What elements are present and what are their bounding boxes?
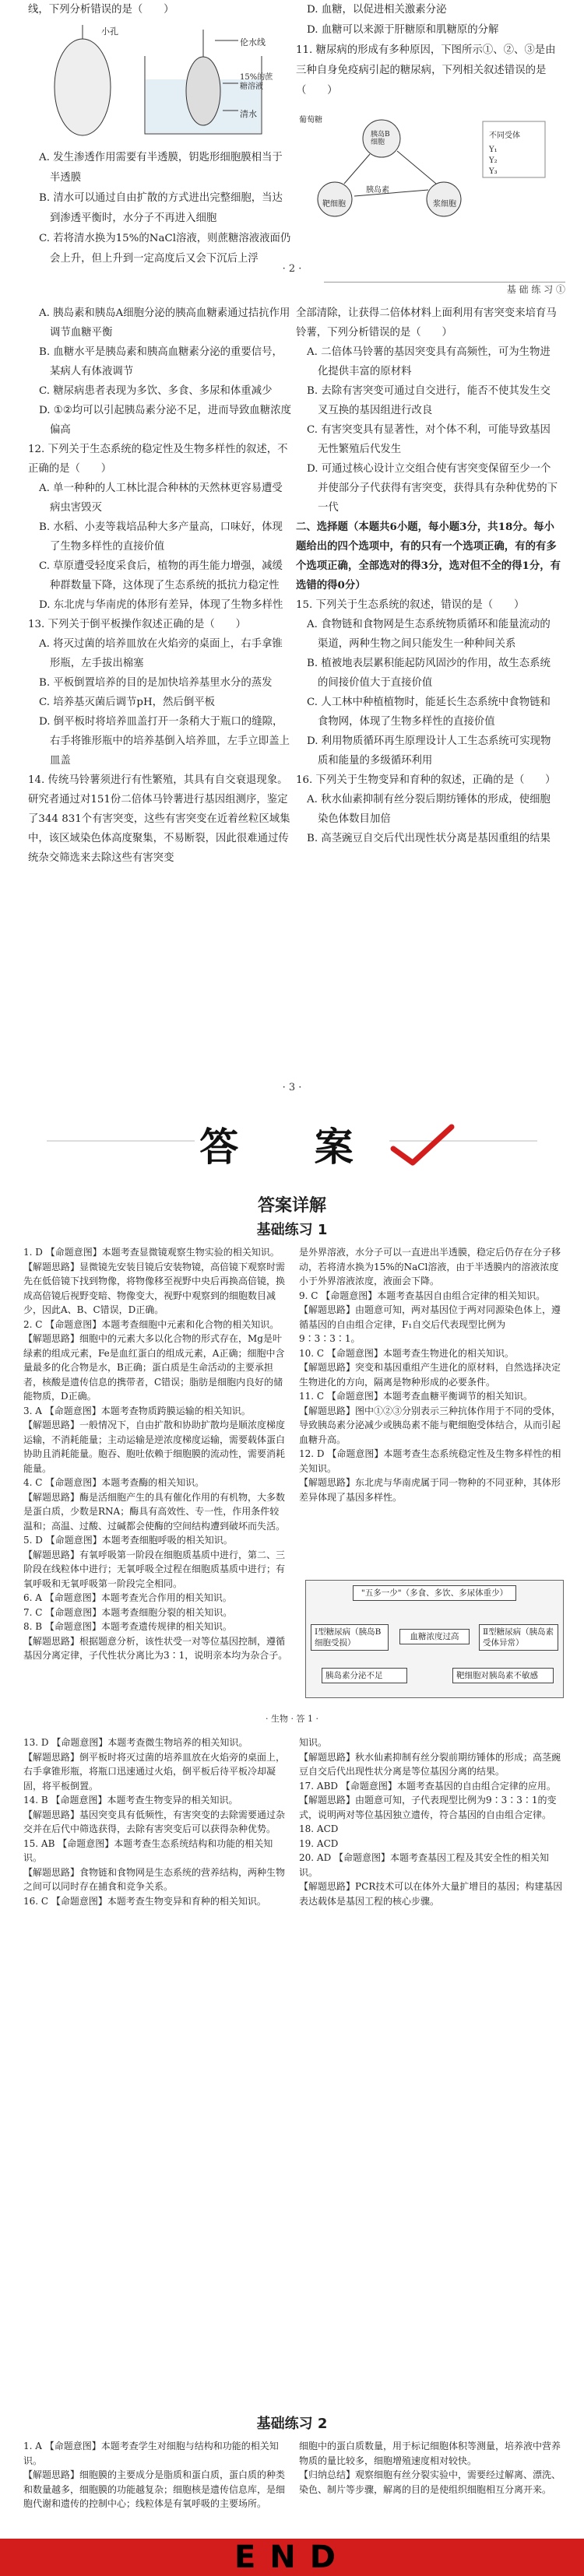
- answer-item: 4. C 【命题意图】本题考查酶的相关知识。: [23, 1477, 205, 1488]
- option-d: D. 可通过核心设计立交组合使有害突变保留至少一个并使部分子代获得有害突变，获得具有杂种优势的下一代: [307, 463, 558, 514]
- option-d: D. 利用物质循环再生原理设计人工生态系统可实现物质和能量的多级循环利用: [307, 735, 551, 767]
- answer-explanation: 【解题思路】一般情况下，自由扩散和协助扩散均是顺浓度梯度运输，不消耗能量；主动运输是逆浓度梯度运输，需要载体蛋白协助且消耗能量。胞吞、胞吐依赖于细胞膜的流动性，需要消耗能量。: [23, 1420, 286, 1474]
- answer-title-block: [0, 1104, 584, 1178]
- question-11: 11. 糖尿病的形成有多种原因，下图所示①、②、③是由三种自身免疫病引起的糖尿病，下列相关叙述错误的是（ ）: [296, 44, 556, 97]
- answer-item: 15. AB 【命题意图】本题考查生态系统结构和功能的相关知识。: [23, 1837, 273, 1863]
- answer-explanation: 【解题思路】细胞膜的主要成分是脂质和蛋白质，蛋白质的种类和数量越多，细胞膜的功能越复杂；细胞核是遗传信息库，是细胞代谢和遗传的控制中心；线粒体是有氧呼吸的主要场所。: [23, 2469, 286, 2509]
- answer-explanation: 【解题思路】由题意可知，两对基因位于两对同源染色体上，遵循基因的自由组合定律，F₁自交后代表现型比例为9∶3∶3∶1。: [299, 1304, 561, 1344]
- answer-explanation: 【解题思路】酶是活细胞产生的具有催化作用的有机物，大多数是蛋白质，少数是RNA；酶具有高效性、专一性，作用条件较温和；高温、过酸、过碱都会使酶的空间结构遭到破坏而失活。: [23, 1491, 286, 1532]
- page-middle-right-column: [296, 304, 561, 848]
- figure-label: 小孔: [101, 26, 118, 37]
- answer-item: 7. C 【命题意图】本题考查细胞分裂的相关知识。: [23, 1606, 233, 1618]
- concept-map-bottom-right: 靶细胞对胰岛素不敏感: [452, 1668, 554, 1683]
- page-number: · 3 ·: [282, 1082, 302, 1093]
- option-c: C. 草原遭受轻度采食后，植物的再生能力增强，减缓种群数量下降，这体现了生态系统的抵抗力稳定性: [39, 560, 283, 591]
- question-text: 线，下列分析错误的是（ ）: [28, 4, 174, 16]
- answer-item: 9. C 【命题意图】本题考查基因自由组合定律的相关知识。: [299, 1290, 546, 1301]
- answer-explanation: 【解题思路】突变和基因重组产生进化的原材料，自然选择决定生物进化的方向，隔离是物种形成的必要条件。: [299, 1362, 561, 1388]
- answer-explanation: 【解题思路】东北虎与华南虎属于同一物种的不同亚种，其体形差异体现了基因多样性。: [299, 1477, 561, 1503]
- concept-map-right: Ⅱ型糖尿病（胰岛素受体异常）: [479, 1624, 558, 1651]
- end-banner: [0, 2539, 584, 2576]
- figure-label: 靶细胞: [322, 200, 346, 209]
- option-b: B. 平板倒置培养的目的是加快培养基里水分的蒸发: [39, 677, 273, 689]
- page-middle: [0, 304, 584, 1093]
- question-16: 16. 下列关于生物变异和育种的叙述，正确的是（ ）: [296, 774, 556, 786]
- answer-item: 16. C 【命题意图】本题考查生物变异和育种的相关知识。: [23, 1895, 266, 1907]
- page-middle-left-column: [28, 304, 293, 868]
- answer-explanation: 是外界溶液，水分子可以一直进出半透膜，稳定后仍存在分子移动，若将清水换为15%的NaCl溶液，由于半透膜内的溶液浓度小于外界溶液浓度，液面会下降。: [299, 1247, 561, 1286]
- diabetes-figure: [296, 106, 553, 223]
- answer-item: 2. C 【命题意图】本题考查细胞中元素和化合物的相关知识。: [23, 1318, 280, 1330]
- end-label: END: [234, 2539, 350, 2575]
- figure-label: 葡萄糖: [299, 116, 322, 125]
- answer-item: 19. ACD: [299, 1837, 339, 1849]
- option-b: B. 清水可以通过自由扩散的方式进出完整细胞，当达到渗透平衡时，水分子不再进入细胞: [39, 192, 283, 224]
- option-d: D. 倒平板时将培养皿盖打开一条稍大于瓶口的缝隙，右手将锥形瓶中的培养基倒入培养皿，左手立即盖上皿盖: [39, 716, 290, 767]
- answer-explanation: 【解题思路】根据题意分析，该性状受一对等位基因控制，遵循基因分离定律，子代性状分离比为3∶1，说明亲本均为杂合子。: [23, 1635, 288, 1661]
- answer-explanation: 【解题思路】有氧呼吸第一阶段在细胞质基质中进行，第二、三阶段在线粒体中进行；无氧呼吸全过程在细胞质基质中进行；有氧呼吸和无氧呼吸第一阶段完全相同。: [23, 1549, 286, 1589]
- answer-explanation: 【解题思路】倒平板时将灭过菌的培养皿放在火焰旁的桌面上，右手拿锥形瓶，将瓶口迅速通过火焰，倒平板后待平板冷却凝固，将平板倒置。: [23, 1751, 286, 1792]
- answer-item: 10. C 【命题意图】本题考查生物进化的相关知识。: [299, 1347, 514, 1359]
- answer-explanation: 【解题思路】PCR技术可以在体外大量扩增目的基因；构建基因表达载体是基因工程的核心步骤。: [299, 1881, 563, 1907]
- answer-explanation: 【解题思路】细胞中的元素大多以化合物的形式存在，Mg是叶绿素的组成元素，Fe是血红蛋白的组成元素，A正确；细胞中含量最多的化合物是水，B正确；蛋白质是生命活动的主要承担者，核酸是遗传信息的携带者，C错误；脂肪是细胞内良好的储能物质，D正确。: [23, 1333, 285, 1402]
- answer-left-column: [23, 1245, 288, 1663]
- answer-item: 1. A 【命题意图】本题考查学生对细胞与结构和功能的相关知识。: [23, 2441, 279, 2466]
- concept-map-bottom-left: 胰岛素分泌不足: [322, 1668, 407, 1683]
- option-d: D. 血糖可以来源于肝糖原和肌糖原的分解: [307, 24, 499, 36]
- answer-item: 11. C 【命题意图】本题考查血糖平衡调节的相关知识。: [299, 1391, 533, 1402]
- answer-right-column: [299, 1245, 564, 1504]
- concept-map-top: "五多一少"（多食、多饮、多尿体重少）: [353, 1585, 516, 1601]
- answer-item: 20. AD 【命题意图】本题考查基因工程及其安全性的相关知识。: [299, 1852, 550, 1878]
- answer-explanation: 【归纳总结】观察细胞有丝分裂实验中，需要经过解离、漂洗、染色、制片等步骤，解离的目的是使组织细胞相互分离开来。: [299, 2469, 561, 2495]
- answer-explanation: 【解题思路】秋水仙素抑制有丝分裂前期纺锤体的形成；高茎豌豆自交后代出现性状分离是等位基因分离的结果。: [299, 1751, 561, 1777]
- answer-item: 14. B 【命题意图】本题考查生物变异的相关知识。: [23, 1795, 238, 1806]
- page-top-right-column: [296, 0, 561, 223]
- page-top-left-column: [28, 0, 293, 269]
- option-c: C. 有害突变具有显著性，对个体不利，可能导致基因无性繁殖后代发生: [307, 424, 551, 455]
- figure-label: 胰岛B细胞: [371, 131, 390, 146]
- answer-cont-left: [23, 1735, 288, 1908]
- option-b: B. 血糖水平是胰岛素和胰高血糖素分泌的重要信号，某病人有体液调节: [39, 346, 283, 377]
- option-b: B. 水稻、小麦等栽培品种大多产量高，口味好，体现了生物多样性的直接价值: [39, 521, 283, 553]
- answer-item: 3. A 【命题意图】本题考查物质跨膜运输的相关知识。: [23, 1405, 251, 1416]
- practice-1-heading: 基础练习 1: [256, 1222, 328, 1238]
- concept-map-center: 血糖浓度过高: [399, 1629, 470, 1644]
- option-c: C. 培养基灭菌后调节pH，然后倒平板: [39, 697, 215, 708]
- legend-label: Y₁: [489, 146, 498, 154]
- osmosis-figure: [28, 25, 277, 142]
- practice-2-heading: 基础练习 2: [256, 2416, 328, 2432]
- option-a: A. 将灭过菌的培养皿放在火焰旁的桌面上，右手拿锥形瓶，左手拔出棉塞: [39, 638, 283, 669]
- option-text: D. 血糖，以促进相关激素分泌: [307, 4, 447, 16]
- answer-explanation: 【解题思路】图中①②③分别表示三种抗体作用于不同的受体，导致胰岛素分泌减少或胰岛素不能与靶细胞受体结合，从而引起血糖升高。: [299, 1405, 561, 1445]
- figure-label: 清水: [240, 109, 257, 119]
- option-c: C. 人工林中种植植物时，能延长生态系统中食物链和食物网，体现了生物多样性的直接价值: [307, 697, 551, 728]
- option-a: A. 单一种种的人工林比混合种林的天然林更容易遭受病虫害毁灭: [39, 483, 283, 514]
- concept-map-left: Ⅰ型糖尿病（胰岛B细胞受损）: [311, 1624, 389, 1651]
- option-c: C. 糖尿病患者表现为多饮、多食、多尿和体重减少: [39, 385, 273, 397]
- answer-explanation: 【解题思路】食物链和食物网是生态系统的营养结构，两种生物之间可以同时存在捕食和竞争关系。: [23, 1866, 286, 1892]
- answer-explanation: 【解题思路】基因突变具有低频性，有害突变的去除需要通过杂交并在后代中筛选获得，去除有害突变后可以获得杂种优势。: [23, 1809, 286, 1834]
- option-a: A. 秋水仙素抑制有丝分裂后期纺锤体的形成，使细胞染色体数目加倍: [307, 794, 551, 825]
- section-instructions: 二、选择题（本题共6小题，每小题3分，共18分。每小题给出的四个选项中，有的只有一个选项正确，有的有多个选项正确，全部选对的得3分，选对但不全的得1分，有选错的得0分）: [296, 521, 561, 591]
- figure-label: 15%的蔗糖溶液: [240, 73, 273, 91]
- option-d: D. 东北虎与华南虎的体形有差异，体现了生物多样性: [39, 599, 283, 611]
- option-a: A. 胰岛素和胰岛A细胞分泌的胰高血糖素通过拮抗作用调节血糖平衡: [39, 307, 290, 339]
- question-14: 14. 传统马铃薯须进行有性繁殖，其具有自交衰退现象。研究者通过对151份二倍体马铃薯进行基因组测序，鉴定了344 831个有害突变，这些有害突变在近着丝粒区域集中，该区域染色体高度聚集，不易断裂，因此很难通过传统杂交筛选来去除这些有害突变: [28, 774, 290, 864]
- question-13: 13. 下列关于倒平板操作叙述正确的是（ ）: [28, 619, 246, 630]
- answer-page-footer: · 生物 · 答 1 ·: [266, 1714, 318, 1724]
- answer-bottom-left: [23, 2439, 288, 2511]
- answer-item: 6. A 【命题意图】本题考查光合作用的相关知识。: [23, 1592, 232, 1603]
- answer-item: 8. B 【命题意图】本题考查遗传规律的相关知识。: [23, 1621, 232, 1632]
- question-15: 15. 下列关于生态系统的叙述，错误的是（ ）: [296, 599, 525, 611]
- answer-item: 12. D 【命题意图】本题考查生态系统稳定性及生物多样性的相关知识。: [299, 1448, 561, 1474]
- concept-map: [305, 1580, 564, 1698]
- answer-item: 17. ABD 【命题意图】本题考查基因的自由组合定律的应用。: [299, 1780, 556, 1792]
- question-14-cont: 全部清除，让获得二倍体材料上面利用有害突变来培育马铃薯，下列分析错误的是（ ）: [296, 307, 557, 339]
- figure-label: 伦水线: [240, 37, 266, 47]
- answer-item: 13. D 【命题意图】本题考查微生物培养的相关知识。: [23, 1737, 248, 1748]
- answer-item: 18. ACD: [299, 1823, 339, 1834]
- answer-item: 1. D 【命题意图】本题考查显微镜观察生物实验的相关知识。: [23, 1247, 280, 1258]
- legend-label: 不同受体: [489, 132, 520, 140]
- option-b: B. 植被地表层累积能起防风固沙的作用，故生态系统的间接价值大于直接价值: [307, 658, 551, 689]
- section-band: 基 础 练 习 ①: [324, 282, 565, 298]
- option-a: A. 食物链和食物网是生态系统物质循环和能量流动的渠道，两种生物之间只能发生一种种间关系: [307, 619, 551, 650]
- answer-item: 5. D 【命题意图】本题考查细胞呼吸的相关知识。: [23, 1535, 233, 1546]
- answer-explanation: 知识。: [299, 1737, 328, 1748]
- figure-label: 浆细胞: [433, 200, 456, 209]
- answer-bottom-right: [299, 2439, 564, 2497]
- answer-explanation: 细胞中的蛋白质数量，用于标记细胞体积等测量，培养液中营养物质的量比较多，细胞增殖速度相对较快。: [299, 2441, 561, 2466]
- option-b: B. 高茎豌豆自交后代出现性状分离是基因重组的结果: [307, 833, 551, 844]
- answer-explanation: 【解题思路】由题意可知，子代表现型比例为9∶3∶3∶1的变式，说明两对等位基因独立遗传，符合基因的自由组合定律。: [299, 1795, 557, 1820]
- answer-cont-right: [299, 1735, 564, 1908]
- option-d: D. ①②均可以引起胰岛素分泌不足，进而导致血糖浓度偏高: [39, 405, 291, 436]
- answer-heading: 答案详解: [257, 1196, 326, 1216]
- figure-label: 胰岛素: [366, 186, 389, 195]
- option-a: A. 二倍体马铃薯的基因突变具有高频性，可为生物进化提供丰富的原材料: [307, 346, 551, 377]
- legend-label: Y₃: [489, 167, 498, 176]
- answer-explanation: 【解题思路】显微镜先安装目镜后安装物镜，高倍镜下观察时需先在低倍镜下找到物像，将物像移至视野中央后再换高倍镜，换成高倍镜后视野变暗、物像变大，视野中观察到的细胞数目减少，因此A、B、C错误，D正确。: [23, 1261, 286, 1315]
- question-12: 12. 下列关于生态系统的稳定性及生物多样性的叙述，不正确的是（ ）: [28, 444, 288, 475]
- option-a: A. 发生渗透作用需要有半透膜，钥匙形细胞膜相当于半透膜: [39, 152, 283, 184]
- option-c: C. 若将清水换为15%的NaCl溶液，则蔗糖溶液液面仍会上升，但上升到一定高度后又会下沉后上浮: [39, 233, 291, 265]
- page-number: · 2 ·: [282, 263, 302, 275]
- option-b: B. 去除有害突变可通过自交进行，能否不使其发生交叉互换的基因组进行改良: [307, 385, 551, 416]
- answer-title: 答 案: [199, 1125, 385, 1170]
- legend-label: Y₂: [489, 156, 498, 165]
